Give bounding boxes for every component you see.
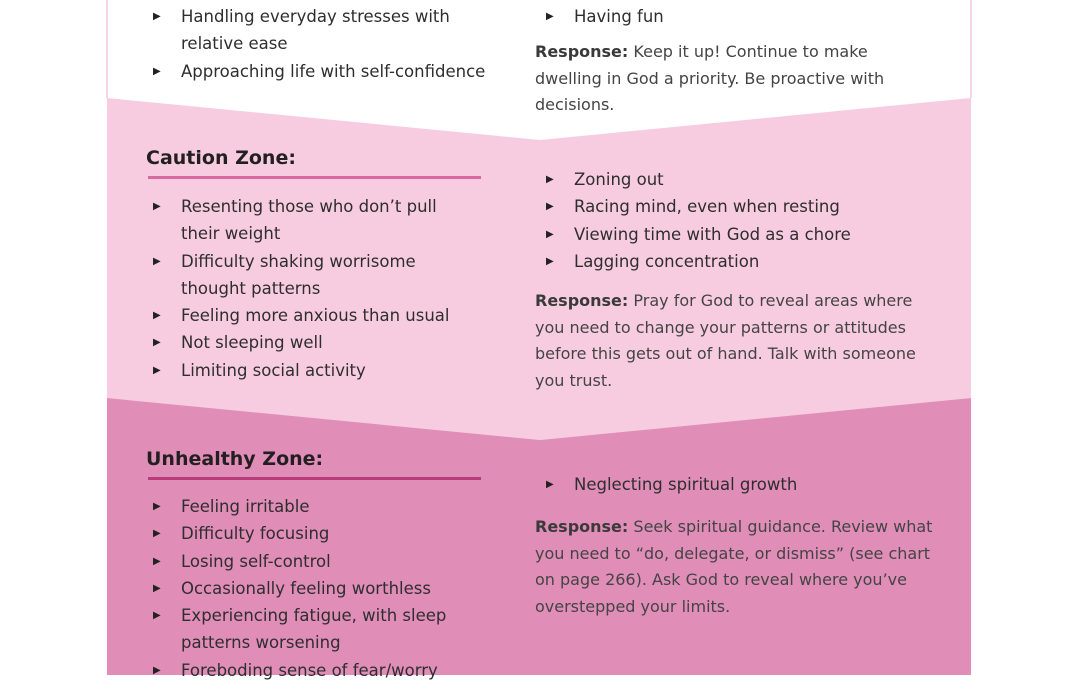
caution-zone-title: Caution Zone: bbox=[146, 147, 296, 169]
list-item: ▶ Losing self-control bbox=[147, 548, 446, 575]
response-label: Response: bbox=[535, 42, 629, 61]
response-text: Pray for God to reveal areas where you need to change your patterns or attitudes before this gets out of hand. Talk with someone you trust. bbox=[535, 291, 916, 390]
unhealthy-zone-title: Unhealthy Zone: bbox=[146, 448, 324, 470]
list-item: ▶ Approaching life with self-confidence bbox=[147, 58, 485, 85]
bullet-icon: ▶ bbox=[546, 11, 554, 22]
response-label: Response: bbox=[535, 291, 629, 310]
list-item: ▶ Neglecting spiritual growth bbox=[540, 471, 797, 498]
healthy-response bbox=[535, 39, 935, 119]
bullet-icon: ▶ bbox=[153, 555, 161, 567]
caution-zone-underline bbox=[148, 176, 481, 179]
bullet-icon: ▶ bbox=[153, 65, 161, 77]
list-item: ▶ Not sleeping well bbox=[147, 329, 449, 356]
list-item: ▶ Viewing time with God as a chore bbox=[540, 221, 851, 248]
list-item: ▶ Experiencing fatigue, with sleep bbox=[147, 602, 446, 629]
list-item: ▶ Limiting social activity bbox=[147, 357, 449, 384]
list-item: ▶ Occasionally feeling worthless bbox=[147, 575, 446, 602]
bullet-icon: ▶ bbox=[153, 501, 161, 512]
response-text: Keep it up! Continue to make dwelling in God a priority. Be proactive with decisions. bbox=[535, 42, 885, 114]
list-item: ▶ Racing mind, even when resting bbox=[540, 193, 851, 220]
list-item: ▶ Having fun bbox=[540, 3, 664, 30]
caution-left-list bbox=[147, 193, 449, 384]
list-item: ▶ Foreboding sense of fear/worry bbox=[147, 657, 446, 684]
unhealthy-left-list bbox=[147, 493, 446, 684]
bullet-icon: ▶ bbox=[546, 479, 554, 490]
bullet-icon: ▶ bbox=[153, 11, 161, 22]
list-item-continuation: their weight bbox=[181, 224, 281, 244]
bullet-icon: ▶ bbox=[153, 201, 161, 212]
bullet-icon: ▶ bbox=[153, 255, 161, 267]
unhealthy-right-list bbox=[540, 471, 797, 498]
bullet-icon: ▶ bbox=[153, 337, 161, 349]
bullet-icon: ▶ bbox=[153, 364, 161, 376]
response-label: Response: bbox=[535, 517, 629, 536]
unhealthy-response bbox=[535, 514, 935, 620]
list-item: ▶ Zoning out bbox=[540, 166, 851, 193]
list-item: ▶ Lagging concentration bbox=[540, 248, 851, 275]
bullet-icon: ▶ bbox=[546, 201, 554, 213]
bullet-icon: ▶ bbox=[153, 582, 161, 594]
list-item: ▶ Resenting those who don’t pull bbox=[147, 193, 449, 220]
list-item-continuation: relative ease bbox=[181, 34, 288, 54]
bullet-icon: ▶ bbox=[153, 610, 161, 622]
list-item: ▶ Feeling more anxious than usual bbox=[147, 302, 449, 329]
bullet-icon: ▶ bbox=[546, 174, 554, 185]
healthy-right-list bbox=[540, 3, 664, 30]
caution-response bbox=[535, 288, 935, 394]
bullet-icon: ▶ bbox=[153, 664, 161, 676]
bullet-icon: ▶ bbox=[546, 228, 554, 240]
bullet-icon: ▶ bbox=[153, 310, 161, 322]
caution-right-list bbox=[540, 166, 851, 275]
unhealthy-zone-underline bbox=[148, 477, 481, 480]
list-item-continuation: thought patterns bbox=[181, 278, 321, 298]
list-item-continuation: patterns worsening bbox=[181, 633, 341, 653]
bullet-icon: ▶ bbox=[546, 255, 554, 267]
healthy-left-list bbox=[147, 3, 485, 85]
list-item: ▶ Difficulty shaking worrisome bbox=[147, 248, 449, 275]
list-item: ▶ Feeling irritable bbox=[147, 493, 446, 520]
list-item: ▶ Handling everyday stresses with bbox=[147, 3, 485, 30]
bullet-icon: ▶ bbox=[153, 528, 161, 540]
list-item: ▶ Difficulty focusing bbox=[147, 520, 446, 547]
response-text: Seek spiritual guidance. Review what you need to “do, delegate, or dismiss” (see chart on page 266). Ask God to reveal where you’ve overstepped your limits. bbox=[535, 517, 933, 616]
